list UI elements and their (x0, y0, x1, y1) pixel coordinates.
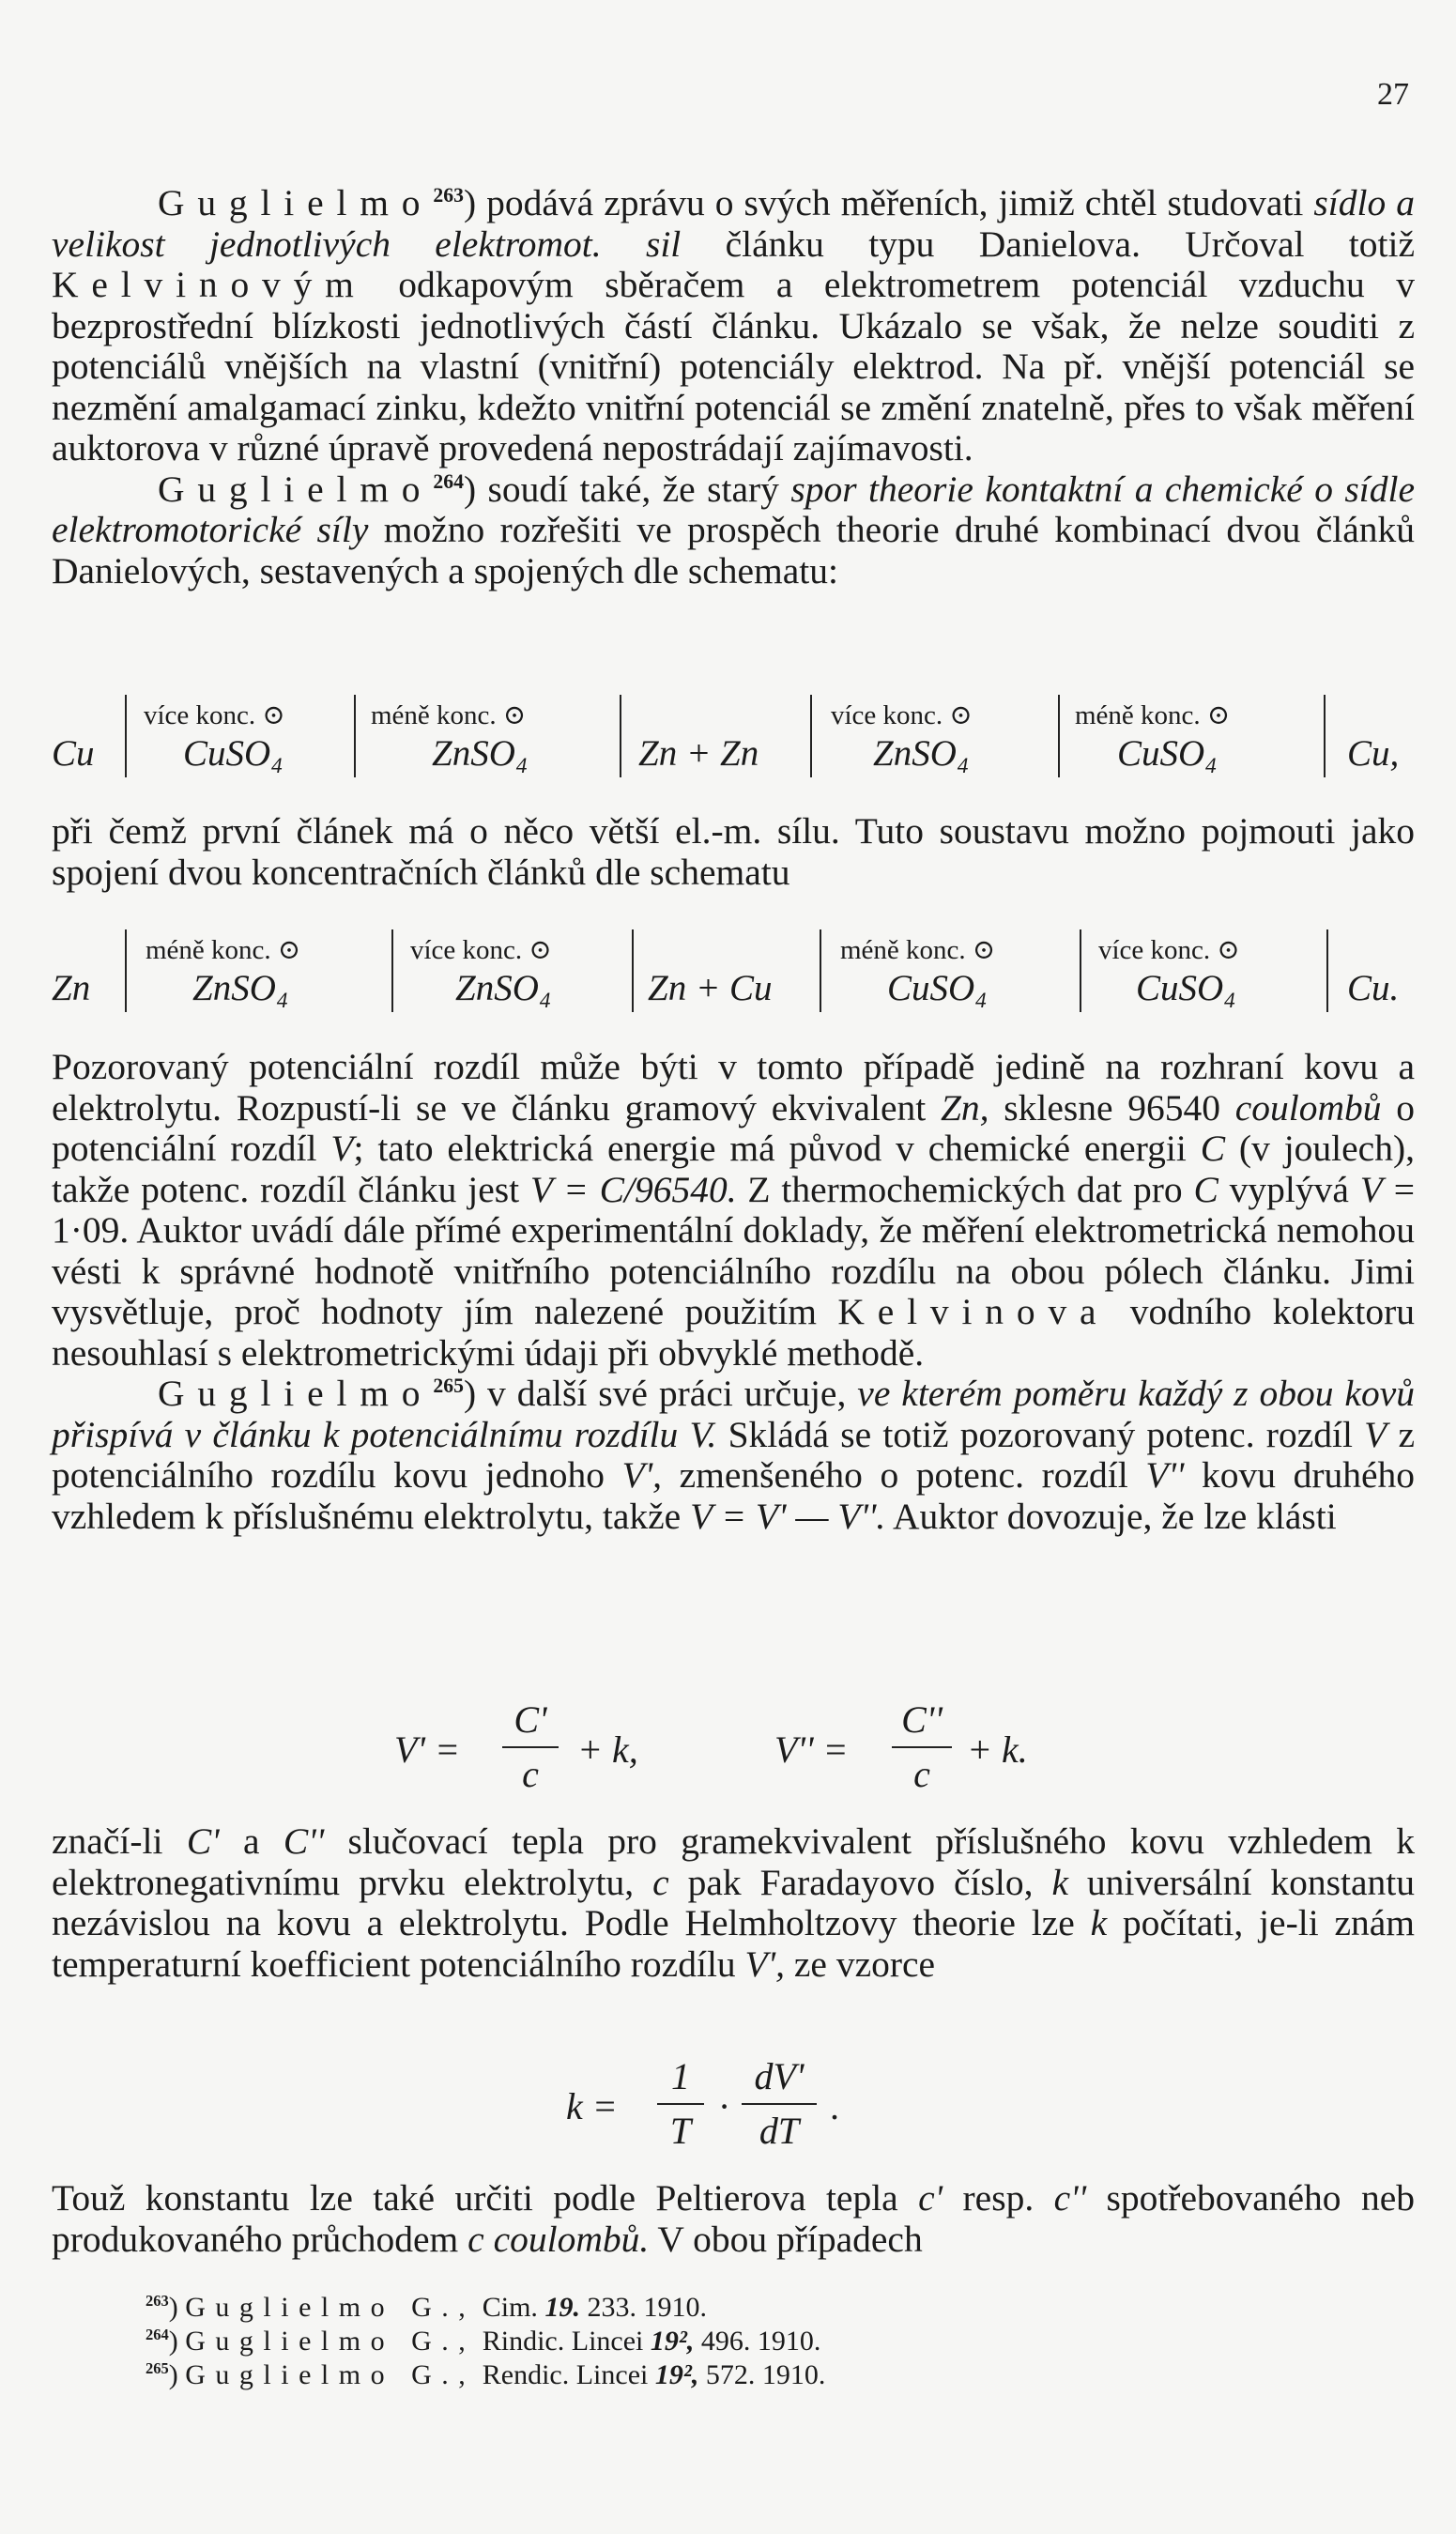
paragraph-6: značí-li C' a C'' slučovací tepla pro gramekvivalent příslušného kovu vzhledem k elektronegativnímu prvku elektrolytu, c pak Faradayovo číslo, k universální konstantu nezávislou na kovu a elektrolytu. Podle Helmholtzovy theorie lze k počítati, je-li znám temperaturní koefficient potenciálního rozdílu V', ze vzorce (52, 1820, 1416, 1985)
author-name: Guglielmo (158, 1373, 434, 1414)
footnote: $^{265}$) Guglielmo G., Rendic. Lincei 19², 572. 1910. (146, 2359, 826, 2390)
paragraph-2: Guglielmo$^{264}$) soudí také, že starý spor theorie kontaktní a chemické o sídle elektromotorické síly možno rozřešiti ve prospěch theorie druhé kombinací dvou článků Danielových, sestavených a spojených dle schematu: (52, 468, 1415, 591)
page-number: 27 (1377, 77, 1409, 112)
cell-scheme-1: Cu více konc. ⊙ CuSO₄ méně konc. ⊙ ZnSO₄ Zn + Zn více konc. ⊙ ZnSO₄ méně konc. ⊙ CuSO₄ Cu, (52, 695, 1415, 779)
cell-scheme-2: Zn méně konc. ⊙ ZnSO₄ více konc. ⊙ ZnSO₄ Zn + Cu méně konc. ⊙ CuSO₄ více konc. ⊙ CuSO₄ Cu. (52, 929, 1415, 1014)
text-block-middle (52, 1047, 1415, 1537)
paragraph-1: Guglielmo$^{263}$) podává zprávu o svých měřeních, jimiž chtěl studovati sídlo a velikost jednotlivých elektromot. sil článku typu Danielova. Určoval totiž Kelvinovým odkapovým sběračem a elektrometrem potenciál vzduchu v bezprostřední blízkosti jednotlivých částí článku. Ukázalo se však, že nelze souditi z potenciálů vnějších na vlastní (vnitřní) potenciály elektrod. Na př. vnější potenciál se nezmění amalgamací zinku, kdežto vnitřní potenciál se změní znatelně, přes to však měření auktorova v různé úpravě provedená nepostrádají zajímavosti. (52, 182, 1416, 468)
footnote: $^{263}$) Guglielmo G., Cim. 19. 233. 1910. (146, 2292, 707, 2323)
author-name: Guglielmo (158, 182, 434, 223)
paragraph-5: Guglielmo$^{265}$) v další své práci určuje, ve kterém poměru každý z obou kovů přispívá v článku k potenciálnímu rozdílu V. Skládá se totiž pozorovaný potenc. rozdíl V z potenciálního rozdílu kovu jednoho V', zmenšeného o potenc. rozdíl V'' kovu druhého vzhledem k příslušnému elektrolytu, takže V = V' — V''. Auktor dovozuje, že lze klásti (52, 1373, 1416, 1537)
book-page: 27 Guglielmo$^{263}$) podává zprávu o svých měřeních, jimiž chtěl studovati sídlo a velikost jednotlivých elektromot. sil článku typu Danielova. Určoval totiž Kelvinovým odkapovým sběračem a elektrometrem potenciál vzduchu v bezprostřední blízkosti jednotlivých částí článku. Ukázalo se však, že nelze souditi z potenciálů vnějších na vlastní (vnitřní) potenciály elektrod. Na př. vnější potenciál se nezmění amalgamací zinku, kdežto vnitřní potenciál se změní znatelně, přes to však měření auktorova v různé úpravě provedená nepostrádají zajímavosti. Guglielmo$^{264}$) soudí také, že starý spor theorie kontaktní a chemické o sídle elektromotorické síly možno rozřešiti ve prospěch theorie druhé kombinací dvou článků Danielových, sestavených a spojených dle schematu: Cu více konc. ⊙ CuSO₄ méně konc. ⊙ ZnSO₄ Zn + Zn více konc. ⊙ ZnSO₄ méně konc. ⊙ CuSO₄ Cu, při čemž první článek má o něco větší el.-m. sílu. Tuto soustavu možno pojmouti jako spojení dvou koncentračních článků dle schematu Zn méně konc. ⊙ ZnSO₄ více konc. ⊙ ZnSO₄ Zn + Cu méně konc. ⊙ CuSO₄ více konc. ⊙ CuSO₄ Cu. Pozorovaný potenciální rozdíl může býti v tomto případě jedině na rozhraní kovu a elektrolytu. Rozpustí-li se ve článku gramový ekvivalent Zn, sklesne 96540 coulombů o potenciální rozdíl V; tato elektrická energie má původ v chemické energii C (v joulech), takže potenc. rozdíl článku jest V = C/96540. Z thermochemických dat pro C vyplývá V = 1·09. Auktor uvádí dále přímé experimentální doklady, že měření elektrometrická nemohou vésti k správné hodnotě vnitřního potenciálního rozdílu na obou pólech článku. Jimi vysvětluje, proč hodnoty jím nalezené použitím Kelvinova vodního kolektoru nesouhlasí s elektrometrickými údaji při obvyklé methodě. Guglielmo$^{265}$) v další své práci určuje, ve kterém poměru každý z obou kovů přispívá v článku k potenciálnímu rozdílu V. Skládá se totiž pozorovaný potenc. rozdíl V z potenciálního rozdílu kovu jednoho V', zmenšeného o potenc. rozdíl V'' kovu druhého vzhledem k příslušnému elektrolytu, takže V = V' — V''. Auktor dovozuje, že lze klásti V' = C' c + k, V'' = C'' c + k. značí-li C' a C'' slučovací tepla pro gramekvivalent příslušného kovu vzhledem k elektronegativnímu prvku elektrolytu, c pak Faradayovo číslo, k universální konstantu nezávislou na kovu a elektrolytu. Podle Helmholtzovy theorie lze k počítati, je-li znám temperaturní koefficient potenciálního rozdílu V', ze vzorce k = 1 T · dV' dT . Touž konstantu lze také určiti podle Peltierova tepla c' resp. c'' spotřebovaného neb produkovaného průchodem c coulombů. V obou případech $^{263}$) Guglielmo G., Cim. 19. 233. 1910. $^{264}$) Guglielmo G., Rindic. Lincei 19², 496. 1910. $^{265}$) Guglielmo G., Rendic. Lincei 19², 572. 1910. (52, 77, 1416, 2390)
footnote-ref: 264 (433, 469, 464, 493)
paragraph-4: Pozorovaný potenciální rozdíl může býti v tomto případě jedině na rozhraní kovu a elektrolytu. Rozpustí-li se ve článku gramový ekvivalent Zn, sklesne 96540 coulombů o potenciální rozdíl V; tato elektrická energie má původ v chemické energii C (v joulech), takže potenc. rozdíl článku jest V = C/96540. Z thermochemických dat pro C vyplývá V = 1·09. Auktor uvádí dále přímé experimentální doklady, že měření elektrometrická nemohou vésti k správné hodnotě vnitřního potenciálního rozdílu na obou pólech článku. Jimi vysvětluje, proč hodnoty jím nalezené použitím Kelvinova vodního kolektoru nesouhlasí s elektrometrickými údaji při obvyklé methodě. (52, 1046, 1415, 1374)
footnote-ref: 263 (433, 183, 464, 207)
kelvin-name: Kelvinovým (52, 264, 367, 305)
text-block-top (52, 183, 1415, 591)
footnote-ref: 265 (433, 1374, 464, 1397)
paragraph-7: Touž konstantu lze také určiti podle Peltierova tepla c' resp. c'' spotřebovaného neb produkovaného průchodem c coulombů. V obou případech (52, 2177, 1415, 2260)
kelvin-name: Kelvinova (837, 1291, 1110, 1332)
footnotes (146, 2291, 825, 2392)
footnote: $^{264}$) Guglielmo G., Rindic. Lincei 19², 496. 1910. (146, 2326, 821, 2357)
author-name: Guglielmo (158, 468, 434, 510)
paragraph-3: při čemž první článek má o něco větší el.-m. sílu. Tuto soustavu možno pojmouti jako spojení dvou koncentračních článků dle schematu (52, 810, 1415, 893)
